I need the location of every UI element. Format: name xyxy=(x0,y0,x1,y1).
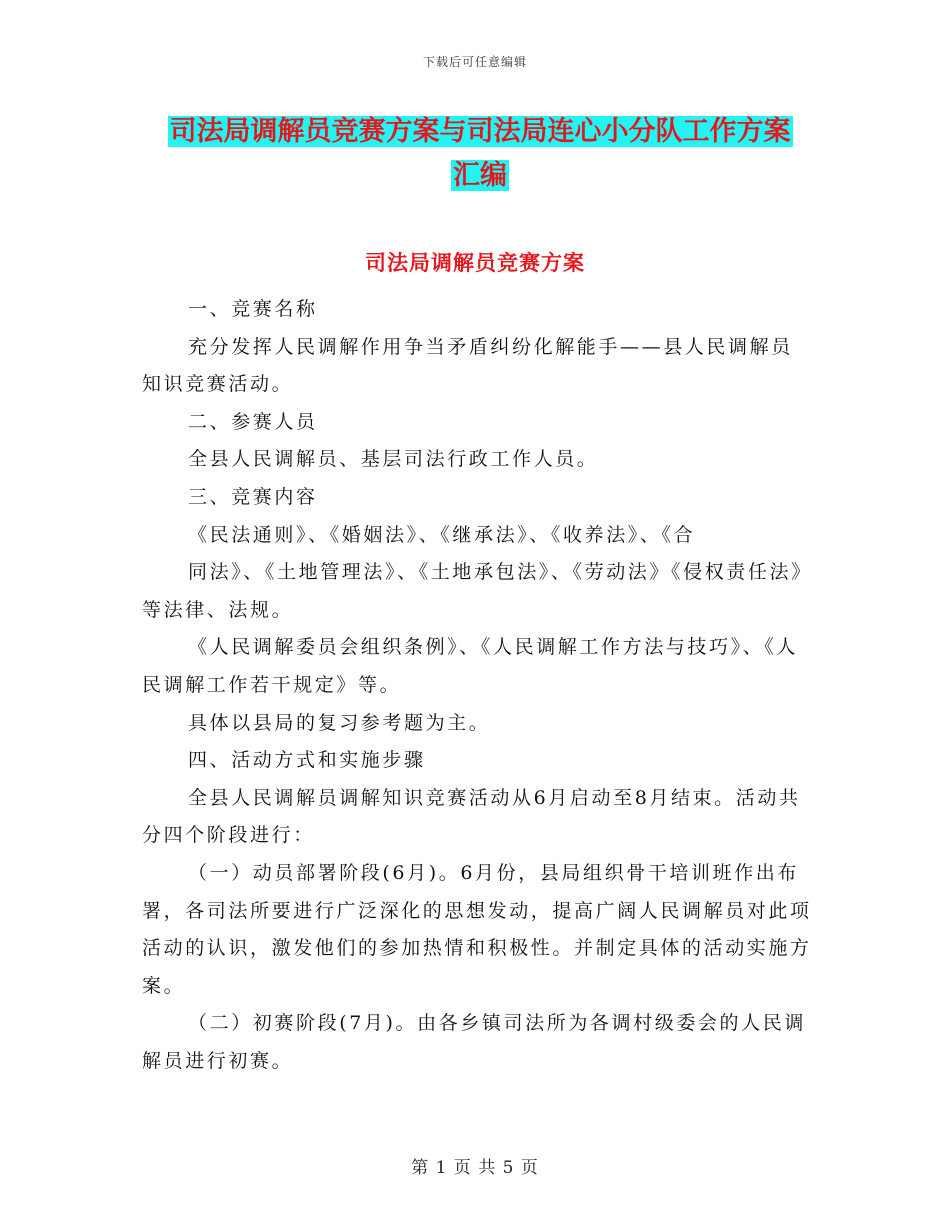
document-title-line2: 汇编 xyxy=(453,160,507,191)
heading-competition-content: 三、竞赛内容 xyxy=(188,485,318,508)
paragraph: 全县人民调解员调解知识竞赛活动从6月启动至8月结束。活动共分四个阶段进行： xyxy=(142,786,801,847)
paragraph: 充分发挥人民调解作用争当矛盾纠纷化解能手——县人民调解员知识竞赛活动。 xyxy=(142,335,793,396)
heading-method-steps: 四、活动方式和实施步骤 xyxy=(188,749,426,772)
paragraph: 全县人民调解员、基层司法行政工作人员。 xyxy=(188,448,599,471)
paragraph: （二）初赛阶段(7月)。由各乡镇司法所为各调村级委会的人民调解员进行初赛。 xyxy=(142,1012,806,1072)
paragraph: 同法》、《土地管理法》、《土地承包法》、《劳动法》《侵权责任法》等法律、法规。 xyxy=(142,561,804,621)
paragraph: 《人民调解委员会组织条例》、《人民调解工作方法与技巧》、《人民调解工作若干规定》等。 xyxy=(142,636,799,696)
document-title-line1: 司法局调解员竞赛方案与司法局连心小分队工作方案 xyxy=(169,116,791,147)
section-title: 司法局调解员竞赛方案 xyxy=(365,251,585,275)
document-body xyxy=(142,291,812,1080)
header-note: 下载后可任意编辑 xyxy=(422,55,527,69)
heading-participants: 二、参赛人员 xyxy=(188,410,318,433)
heading-competition-name: 一、竞赛名称 xyxy=(188,298,318,320)
paragraph: 具体以县局的复习参考题为主。 xyxy=(188,711,491,734)
document-title xyxy=(140,110,820,198)
paragraph: （一）动员部署阶段(6月)。6月份，县局组织骨干培训班作出布署，各司法所要进行广泛深化的思想发动，提高广阔人民调解员对此项活动的认识，激发他们的参加热情和积极性。并制定具体的活动实施方案。 xyxy=(142,861,812,997)
page-footer: 第 1 页 共 5 页 xyxy=(411,1158,539,1178)
paragraph: 《民法通则》、《婚姻法》、《继承法》、《收养法》、《合 xyxy=(188,523,696,546)
